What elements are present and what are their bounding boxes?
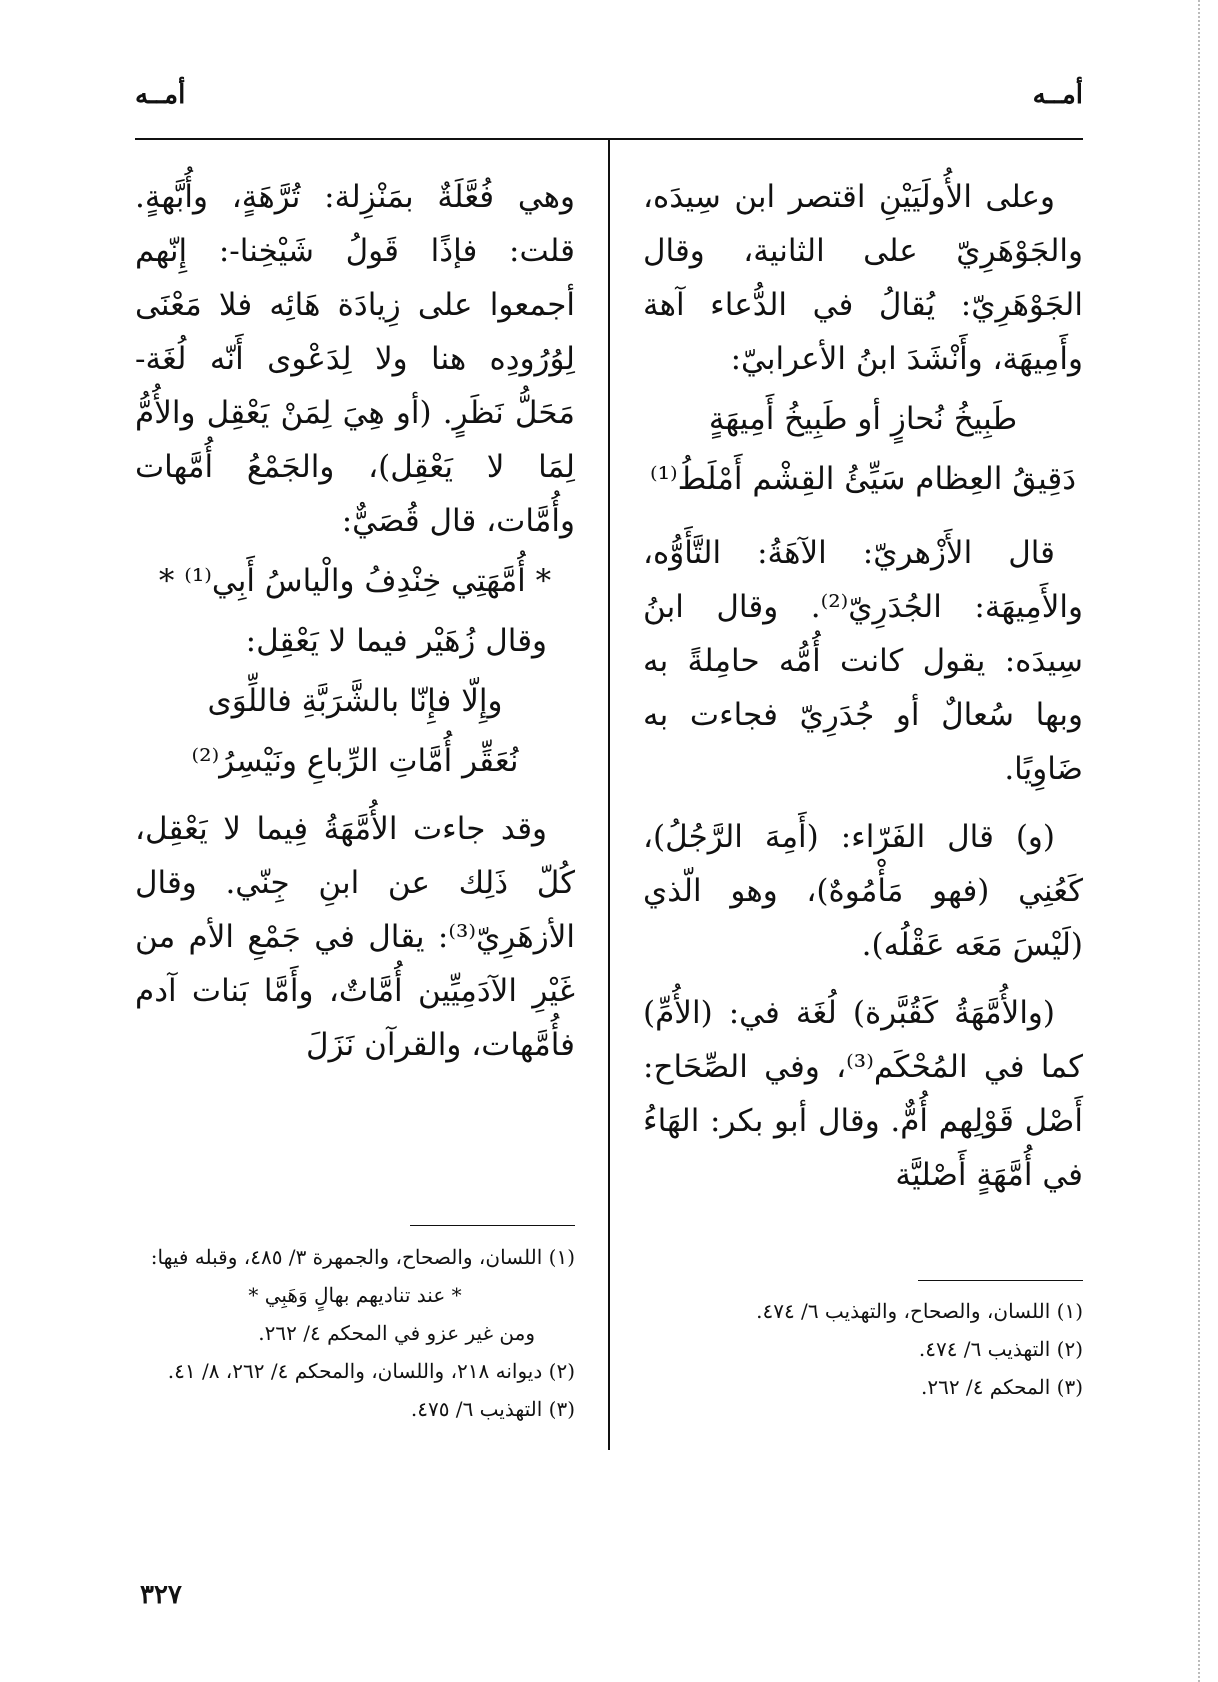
column-divider: [608, 140, 610, 1450]
footnote-continuation: ومن غير عزو في المحكم ٤/ ٢٦٢.: [258, 1321, 535, 1345]
footnote-verse: * عند تناديهم بهالٍ وَهَبِي *: [248, 1283, 462, 1307]
paragraph: وقال زُهَيْر فيما لا يَعْقِل:: [245, 623, 547, 659]
verse-line: نُعَقِّر أُمَّاتِ الرِّباعِ ونَيْسِرُ⁽²⁾: [191, 743, 519, 779]
right-column: [643, 170, 1083, 1208]
verse-line: وإِلّا فإِنّا بالشَّرَبَّةِ فاللِّوَى: [207, 683, 503, 719]
footnote: (١) اللسان، والصحاح، والجمهرة ٣/ ٤٨٥، وقبله فيها:: [150, 1245, 575, 1269]
footnote: (٢) التهذيب ٦/ ٤٧٤.: [918, 1337, 1083, 1361]
footnote-rule-left: [410, 1225, 575, 1226]
paragraph: وقد جاءت الأُمَّهَةُ فِيما لا يَعْقِل، كُلّ ذَلِك عن ابنِ جِنّي. وقال الأزهَرِيّ⁽³⁾: يقال في جَمْعِ الأم من غَيْرِ الآدَمِيِّين أُمَّاتٌ، وأَمَّا بَنات آدم فأُمَّهات، والقرآن نَزَلَ: [135, 811, 575, 1063]
paragraph: (والأُمَّهَةُ كَقُبَّرة) لُغَة في: (الأُمِّ) كما في المُحْكَم⁽³⁾، وفي الصِّحَاح: أَصْل قَوْلِهم أُمٌّ. وقال أبو بكر: الهَاءُ في أُمَّهَةٍ أَصْليَّة: [643, 995, 1083, 1193]
footnote: (٣) التهذيب ٦/ ٤٧٥.: [410, 1397, 575, 1421]
verse-line: طَبِيخُ نُحازٍ أو طَبِيخُ أَمِيهَةٍ: [708, 401, 1018, 437]
paragraph: (و) قال الفَرّاء: (أَمِهَ الرَّجُلُ)، كَعُنِي (فهو مَأْمُوهٌ)، وهو الّذي (لَيْسَ مَعَه عَقْلُه).: [643, 819, 1083, 963]
running-head-right: أمــه: [1032, 80, 1083, 110]
page-number: ٣٢٧: [140, 1580, 182, 1610]
verse-line: دَقِيقُ العِظام سَيِّئُ القِشْم أَمْلَطُ⁽¹⁾: [649, 461, 1077, 497]
paragraph: قال الأَزْهريّ: الآهَةُ: التَّأَوُّه، والأَمِيهَة: الجُدَرِيّ⁽²⁾. وقال ابنُ سِيدَه: يقول كانت أُمُّه حامِلةً به وبها سُعالٌ أو جُدَرِيّ فجاءت به ضَاوِيًا.: [643, 535, 1083, 787]
footnote: (٣) المحكم ٤/ ٢٦٢.: [920, 1375, 1083, 1399]
footnote: (١) اللسان، والصحاح، والتهذيب ٦/ ٤٧٤.: [756, 1299, 1083, 1323]
paragraph: وهي فُعَّلَةٌ بمَنْزِلة: تُرَّهَةٍ، وأُبَّهةٍ. قلت: فإذًا قَولُ شَيْخِنا-: إِنّهم أجمعوا على زِيادَة هَائِه فلا مَعْنَى لِوُرُودِه هنا ولا لِدَعْوى أَنّه لُغَة- مَحَلُّ نَظَرٍ. (أو هِيَ لِمَنْ يَعْقِل والأُمُّ لِمَا لا يَعْقِل)، والجَمْعُ أُمَّهات وأُمَّات، قال قُصَيٌّ:: [135, 179, 575, 539]
footnotes-right: [643, 1292, 1083, 1406]
scan-edge-dots: [1196, 0, 1200, 1682]
footnote: (٢) ديوانه ٢١٨، واللسان، والمحكم ٤/ ٢٦٢، ٨/ ٤١.: [167, 1359, 575, 1383]
running-head-left: أمــه: [135, 80, 186, 110]
verse-line: * أُمَّهَتِي خِنْدِفُ والْياسُ أَبِي⁽¹⁾ *: [158, 563, 552, 599]
paragraph: وعلى الأُولَيَيْنِ اقتصر ابن سِيدَه، والجَوْهَرِيّ على الثانية، وقال الجَوْهَرِيّ: يُقالُ في الدُّعاء آهة وأَمِيهَة، وأَنْشَدَ ابنُ الأعرابيّ:: [643, 179, 1083, 377]
footnotes-left: [135, 1238, 575, 1428]
footnote-rule-right: [918, 1280, 1083, 1281]
left-column: [135, 170, 575, 1078]
